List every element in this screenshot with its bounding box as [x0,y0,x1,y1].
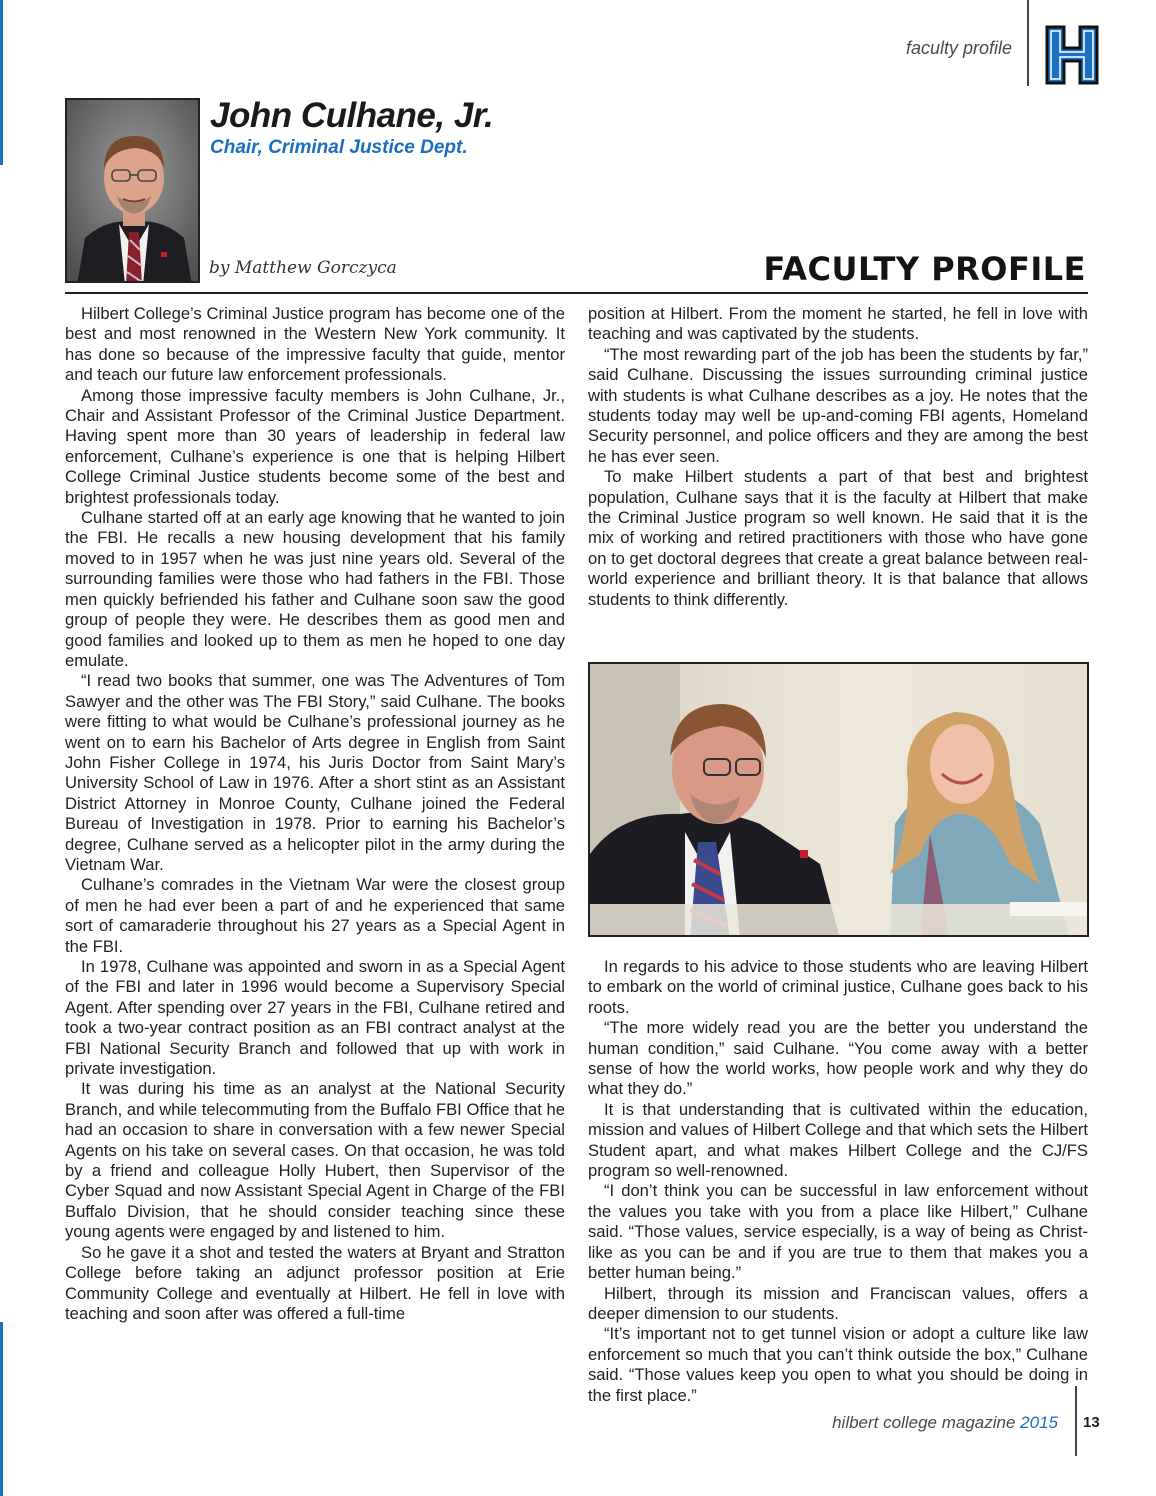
article-paragraph: “I don’t think you can be successful in law enforcement without the values you take with you from a place like Hilbert,” Culhane said. “Those values, service especially, is a way of being as Christ-like as you can be and if you are true to them that makes you a better human being.” [588,1181,1088,1283]
hilbert-h-logo [1044,24,1100,86]
article-paragraph: It was during his time as an analyst at the National Security Branch, and while telecommuting from the Buffalo FBI Office that he had an occasion to share in conversation with a few newer Special Agents on his take on several cases. On that occasion, he was told by a friend and colleague Holly Hubert, then Supervisor of the Cyber Squad and now Assistant Special Agent in Charge of the FBI Buffalo Division, that he should consider teaching since these young agents were engaged by and listened to him. [65,1079,565,1242]
article-paragraph: In 1978, Culhane was appointed and sworn in as a Special Agent of the FBI and later in 1996 would become a Supervisory Special Agent. After spending over 27 years in the FBI, Culhane retired and took a two-year contract position as an FBI contract analyst at the FBI National Security Branch and followed that up with work in private investigation. [65,957,565,1079]
article-paragraph: Culhane’s comrades in the Vietnam War were the closest group of men he had ever been a part of and he experienced that same sort of camaraderie throughout his 27 years as a Special Agent in the FBI. [65,875,565,956]
profile-name: John Culhane, Jr. [210,96,494,135]
article-paragraph: Culhane started off at an early age knowing that he wanted to join the FBI. He recalls a new housing development that his family moved to in 1957 when he was just nine years old. Several of the surrounding families were those who had fathers in the FBI. Those men quickly befriended his father and Culhane soon saw the good group of people they were. He describes them as good men and good families and looked up to them as men he hoped to one day emulate. [65,508,565,670]
article-paragraph: In regards to his advice to those students who are leaving Hilbert to embark on the world of criminal justice, Culhane goes back to his roots. [588,957,1088,1017]
footer-magazine-name: hilbert college magazine [832,1413,1016,1432]
article-paragraph: To make Hilbert students a part of that best and brightest population, Culhane says that it is the faculty at Hilbert that make the Criminal Justice program so well known. He said that it is the mix of working and retired practitioners with those who have gone on to get doctoral degrees that create a great balance between real-world experience and brilliant theory. It is that balance that allows students to think differently. [588,467,1088,609]
article-paragraph: It is that understanding that is cultivated within the education, mission and values of Hilbert College and that which sets the Hilbert Student apart, and what makes Hilbert College and the CJ/FS program so well-renowned. [588,1099,1088,1181]
article-paragraph: Among those impressive faculty members is John Culhane, Jr., Chair and Assistant Professor of the Criminal Justice Department. Having spent more than 30 years of leadership in federal law enforcement, Culhane’s experience is one that is helping Hilbert College Criminal Justice students become some of the best and brightest professionals today. [65,385,565,507]
article-paragraph: position at Hilbert. From the moment he started, he fell in love with teaching and was captivated by the students. [588,304,1088,344]
article-paragraph: “The most rewarding part of the job has been the students by far,” said Culhane. Discussing the issues surrounding criminal justice with students is what Culhane describes as a joy. He notes that the students today may well be up-and-coming FBI agents, Homeland Security personnel, and police officers and they are among the best he has ever seen. [588,344,1088,466]
footer-magazine-title [760,1413,1058,1433]
byline: by Matthew Gorczyca [209,258,397,278]
page-edge-accent-top [0,0,3,165]
page-edge-accent-bottom [0,1322,3,1496]
page-number: 13 [1083,1414,1100,1431]
title-rule [65,292,1088,294]
portrait-image [67,100,200,283]
classroom-photo [588,662,1089,937]
article-paragraph: “It’s important not to get tunnel vision or adopt a culture like law enforcement so much that you can’t think outside the box,” Culhane said. “Those values keep you open to what you should be doing in the first place.” [588,1324,1088,1405]
portrait-photo [65,98,200,283]
article-paragraph: “I read two books that summer, one was The Adventures of Tom Sawyer and the other was The FBI Story,” said Culhane. The books were fitting to what would be Culhane’s professional journey as he went on to earn his Bachelor of Arts degree in English from Saint John Fisher College in 1974, his Juris Doctor from Saint Mary’s University School of Law in 1976. After a short stint as an Assistant District Attorney in Monroe County, Culhane joined the Federal Bureau of Investigation in 1978. Prior to earning his Bachelor’s degree, Culhane served as a helicopter pilot in the army during the Vietnam War. [65,671,565,874]
classroom-image [590,664,1089,937]
footer-year: 2015 [1020,1413,1058,1432]
article-paragraph: “The more widely read you are the better you understand the human condition,” said Culhane. “You come away with a better sense of how the world works, how people work and why they do what they do.” [588,1018,1088,1099]
article-right-column-top [588,304,1088,610]
section-title: FACULTY PROFILE [763,250,1086,288]
running-head: faculty profile [905,38,1012,58]
profile-title: Chair, Criminal Justice Dept. [210,137,468,158]
article-paragraph: So he gave it a shot and tested the waters at Bryant and Stratton College before taking an adjunct professor position at Erie Community College and eventually at Hilbert. He fell in love with teaching and soon after was offered a full-time [65,1242,565,1323]
article-left-column [65,304,565,1324]
article-paragraph: Hilbert College’s Criminal Justice program has become one of the best and most renowned in the Western New York community. It has done so because of the impressive faculty that guide, mentor and teach our future law enforcement professionals. [65,304,565,385]
footer-divider [1075,1386,1077,1456]
article-right-column-bottom [588,957,1088,1406]
header-divider [1027,0,1029,86]
article-paragraph: Hilbert, through its mission and Franciscan values, offers a deeper dimension to our students. [588,1283,1088,1323]
